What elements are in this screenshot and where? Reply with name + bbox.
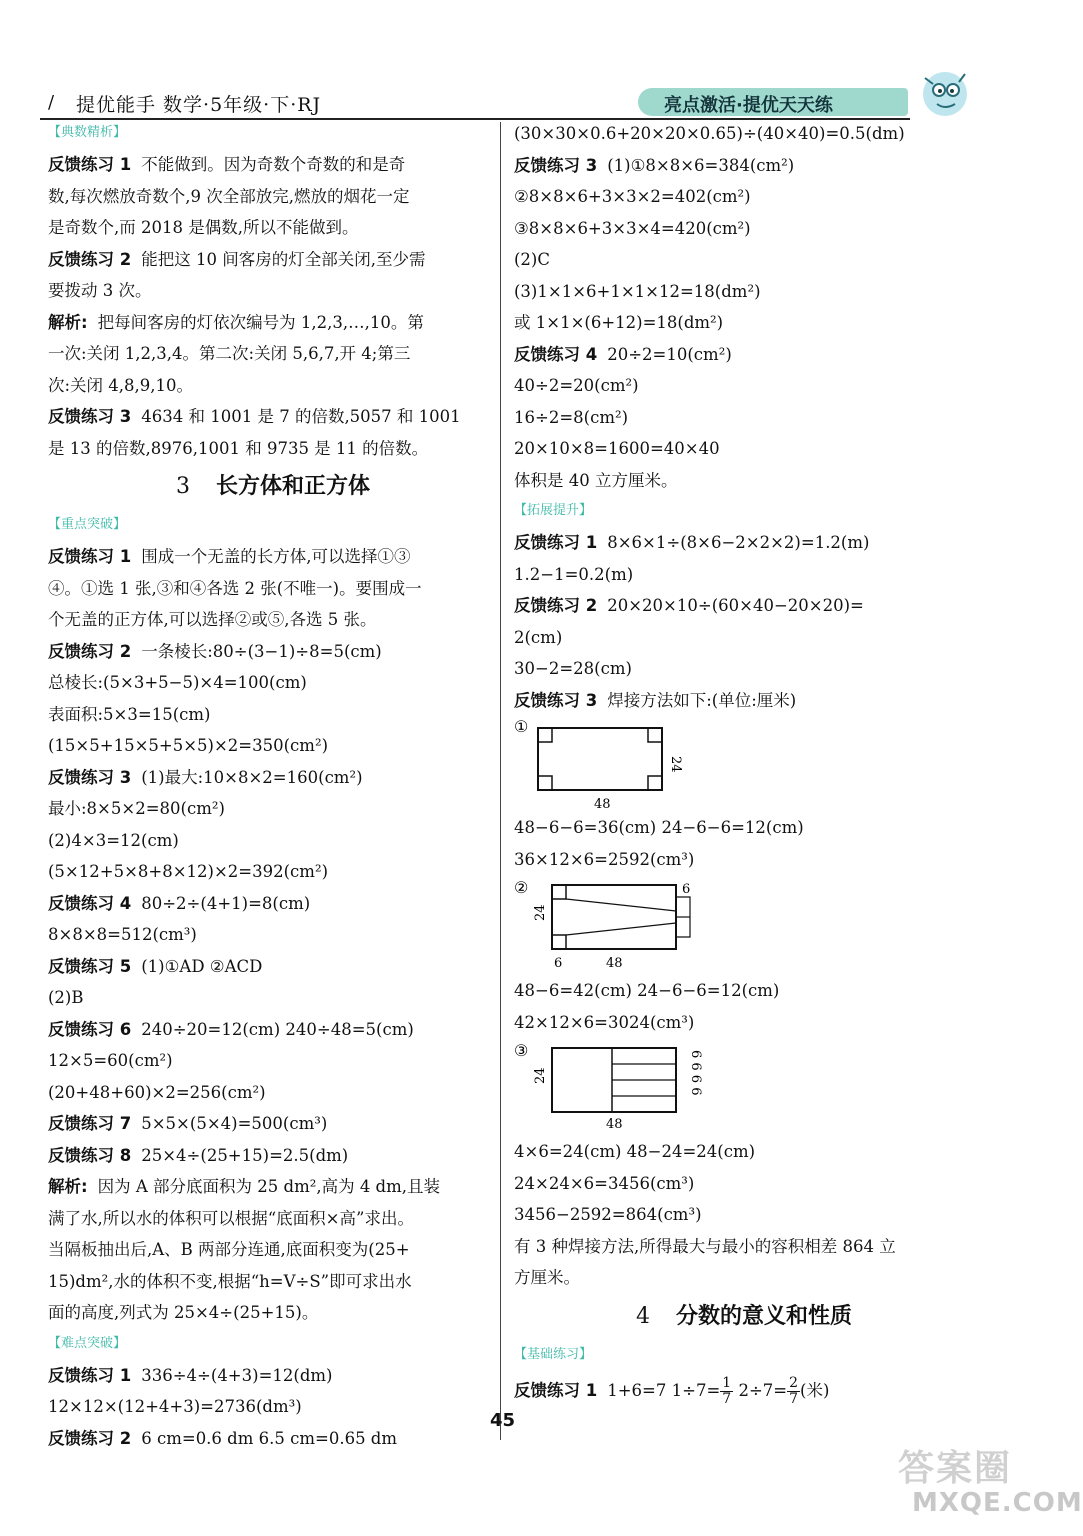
answer-block [514,812,974,875]
watermark-url: MXQE.COM [912,1488,1083,1518]
answer-line [48,604,498,636]
answer-text: 满了水,所以水的体积可以根据“底面积×高”求出。 [48,1208,414,1228]
answer-block [48,1360,498,1455]
answer-text: 2(cm) [514,627,563,647]
chapter-number: 4 [635,1303,650,1329]
answer-text: 方厘米。 [514,1268,580,1287]
answer-line [48,1077,498,1109]
answer-line [514,622,974,654]
answer-line [514,975,974,1007]
answer-line [48,212,498,244]
answer-text: 240÷20=12(cm) 240÷48=5(cm) [141,1019,414,1039]
answer-text: 8×6×1÷(8×6−2×2×2)=1.2(m) [607,533,870,552]
answer-line [48,275,498,307]
answer-line [48,636,498,668]
answer-line [514,433,974,465]
exercise-label: 反馈练习 4 [48,893,132,913]
answer-text: 面的高度,列式为 25×4÷(25+15)。 [48,1303,319,1322]
answer-text: 要拨动 3 次。 [48,281,152,300]
section-tag: 【拓展提升】 [514,503,593,518]
answer-line [514,150,974,182]
answer-line [514,181,974,213]
answer-line [514,1371,974,1411]
answer-line [514,213,974,245]
answer-line [48,1014,498,1046]
chapter-heading [48,464,498,510]
answer-text: 总棱长:(5×3+5−5)×4=100(cm) [48,673,307,692]
answer-text: 8×8×8=512(cm³) [48,925,197,944]
answer-text: (30×30×0.6+20×20×0.65)÷(40×40)=0.5(dm) [514,124,905,143]
answer-line [48,793,498,825]
answer-line [514,307,974,339]
exercise-label: 反馈练习 1 [48,155,132,174]
answer-line [514,559,974,591]
section-tag: 【典数精析】 [48,125,127,140]
answer-text: (1)①AD ②ACD [141,956,263,976]
answer-text: 表面积:5×3=15(cm) [48,704,211,724]
answer-line [514,812,974,844]
answer-line [514,1231,974,1263]
answer-text: 48−6=42(cm) 24−6−6=12(cm) [514,981,780,1000]
answer-text: ②8×8×6+3×3×2=402(cm²) [514,187,751,206]
answer-text: 80÷2÷(4+1)=8(cm) [141,893,311,913]
answer-line [48,856,498,888]
answer-text: 25×4÷(25+15)=2.5(dm) [141,1145,349,1165]
answer-line [48,1297,498,1329]
answer-text: 30−2=28(cm) [514,659,632,678]
answer-line [48,1234,498,1266]
diagram-3-mark: ③ [514,1041,529,1060]
answer-line [514,118,974,150]
diagram-3-bottom: 48 [606,1117,623,1132]
answer-text: (20+48+60)×2=256(cm²) [48,1082,266,1102]
answer-text: 当隔板抽出后,A、B 两部分连通,底面积变为(25+ [48,1240,410,1259]
fraction [720,1376,733,1407]
answer-text: 15)dm²,水的体积不变,根据“h=V÷S”即可求出水 [48,1271,412,1291]
fraction-denominator: 7 [722,1390,732,1407]
answer-text: 20×20×10÷(60×40−20×20)= [607,596,864,615]
answer-text: 1+6=7 1÷7= [607,1380,721,1400]
diagram-1-svg [514,716,714,812]
answer-text: 36×12×6=2592(cm³) [514,849,695,869]
exercise-label: 反馈练习 2 [48,249,132,269]
answer-text: 个无盖的正方体,可以选择②或⑤,各选 5 张。 [48,610,377,629]
answer-text: 围成一个无盖的长方体,可以选择①③ [141,547,411,566]
book-title: 提优能手 数学·5年级·下·RJ [76,94,322,116]
welding-diagram-2 [514,875,974,975]
answer-line [514,590,974,622]
answer-block [514,1136,974,1294]
answer-line [48,1045,498,1077]
exercise-label: 解析: [48,1177,88,1196]
answer-text: 是奇数个,而 2018 是偶数,所以不能做到。 [48,218,359,237]
answer-text: 一次:关闭 1,2,3,4。第二次:关闭 5,6,7,开 4;第三 [48,344,411,363]
answer-line [514,685,974,717]
answer-line [48,982,498,1014]
answer-line [514,1262,974,1294]
watermark-logo [892,1440,1083,1530]
answer-text: 20×10×8=1600=40×40 [514,439,720,458]
chapter-title: 分数的意义和性质 [675,1303,852,1329]
answer-line [514,465,974,497]
exercise-label: 反馈练习 2 [48,1428,132,1448]
answer-block [514,975,974,1038]
answer-text: 一条棱长:80÷(3−1)÷8=5(cm) [141,641,382,661]
answer-text: (2)C [514,250,550,269]
answer-line [48,1391,498,1423]
answer-line [48,1203,498,1235]
diagram-2-svg [514,875,734,975]
chapter-heading [514,1294,974,1340]
series-banner [638,88,908,116]
diagram-1-bottom: 48 [594,797,611,812]
column-divider [500,122,501,1440]
answer-line [514,1199,974,1231]
exercise-label: 反馈练习 1 [514,533,598,552]
answer-line [48,244,498,276]
answer-line [48,401,498,433]
answer-line [48,1171,498,1203]
answer-text: 最小:8×5×2=80(cm²) [48,799,225,818]
answer-line [48,433,498,465]
exercise-label: 反馈练习 1 [48,547,132,566]
exercise-label: 反馈练习 4 [514,344,598,364]
chapter-title: 长方体和正方体 [215,474,370,499]
exercise-label: 反馈练习 3 [48,767,132,787]
answer-text: 16÷2=8(cm²) [514,407,629,427]
answer-text: 6 cm=0.6 dm 6.5 cm=0.65 dm [141,1428,398,1448]
answer-line [514,527,974,559]
answer-line [48,699,498,731]
answer-line [514,339,974,371]
answer-text: (15×5+15×5+5×5)×2=350(cm²) [48,736,329,755]
answer-line [514,402,974,434]
answer-line [48,338,498,370]
answer-text: 把每间客房的灯依次编号为 1,2,3,…,10。第 [97,312,424,332]
answer-line [48,1108,498,1140]
diagram-2-side: 24 [533,904,548,921]
answer-block [514,527,974,716]
answer-line [48,1360,498,1392]
answer-line [48,888,498,920]
answer-text: 40÷2=20(cm²) [514,376,639,395]
answer-text: 5×5×(5×4)=500(cm³) [141,1114,328,1133]
diagram-1-side: 24 [668,756,683,773]
answer-text: 有 3 种焊接方法,所得最大与最小的容积相差 864 立 [514,1236,896,1256]
diagram-2-mark: ② [514,878,529,897]
fraction-numerator: 2 [789,1374,799,1391]
exercise-label: 反馈练习 3 [48,407,132,426]
answer-line [48,951,498,983]
answer-text: 24×24×6=3456(cm³) [514,1173,695,1193]
exercise-label: 反馈练习 2 [48,641,132,661]
exercise-label: 反馈练习 5 [48,956,132,976]
watermark-text: 答案圈 [898,1448,1013,1489]
answer-line [514,1007,974,1039]
answer-line [514,1136,974,1168]
answer-text: 12×12×(12+4+3)=2736(dm³) [48,1397,302,1416]
exercise-label: 反馈练习 2 [514,596,598,615]
answer-text: 或 1×1×(6+12)=18(dm²) [514,313,724,332]
answer-text: (1)最大:10×8×2=160(cm²) [141,767,363,787]
answer-text: 3456−2592=864(cm³) [514,1205,702,1224]
answer-text: 焊接方法如下:(单位:厘米) [607,690,797,710]
page-number: 45 [490,1410,516,1431]
page-header [40,86,990,120]
exercise-label: 反馈练习 7 [48,1114,132,1133]
answer-line [514,244,974,276]
answer-text: 次:关闭 4,8,9,10。 [48,375,194,395]
answer-text: 是 13 的倍数,8976,1001 和 9735 是 11 的倍数。 [48,438,429,458]
answer-line [48,1423,498,1455]
answer-text: 12×5=60(cm²) [48,1051,173,1070]
section-tag: 【难点突破】 [48,1335,127,1351]
series-banner-label: 亮点激活·提优天天练 [664,95,833,116]
answer-text: 能把这 10 间客房的灯全部关闭,至少需 [141,249,426,269]
answer-text: ③8×8×6+3×3×4=420(cm²) [514,218,751,238]
answer-line [48,1266,498,1298]
diagram-2-bl: 6 [554,956,563,971]
answer-line [48,370,498,402]
answer-text: 48−6−6=36(cm) 24−6−6=12(cm) [514,818,804,837]
diagram-3-side: 24 [533,1067,548,1084]
exercise-label: 反馈练习 3 [514,690,598,710]
answer-block [514,118,974,496]
answer-text: (5×12+5×8+8×12)×2=392(cm²) [48,862,329,881]
fraction-denominator: 7 [789,1390,799,1407]
section-tag: 【基础练习】 [514,1346,593,1362]
right-column [514,118,974,1411]
answer-text: (2)B [48,988,84,1007]
exercise-label: 反馈练习 6 [48,1019,132,1039]
answer-line [48,762,498,794]
answer-text: 4634 和 1001 是 7 的倍数,5057 和 1001 [141,407,461,426]
exercise-label: 解析: [48,312,88,332]
answer-text: ④。①选 1 张,③和④各选 2 张(不唯一)。要围成一 [48,578,422,598]
answer-line [48,573,498,605]
answer-line [48,149,498,181]
diagram-3-svg [514,1038,734,1136]
answer-text: 42×12×6=3024(cm³) [514,1012,695,1032]
answer-line [514,844,974,876]
section-tag: 【重点突破】 [48,517,127,532]
welding-diagram-3 [514,1038,974,1136]
answer-line [48,825,498,857]
answer-line [514,1168,974,1200]
chapter-number: 3 [175,474,190,499]
answer-line [48,667,498,699]
answer-text: 不能做到。因为奇数个奇数的和是奇 [141,155,406,174]
diagram-2-bottom: 48 [606,956,623,971]
exercise-label: 反馈练习 8 [48,1145,132,1165]
answer-line [48,181,498,213]
answer-line [48,730,498,762]
answer-line [48,1140,498,1172]
cartoon-ornament-icon [915,64,977,122]
diagram-2-right: 6 [682,882,691,897]
answer-text: (3)1×1×6+1×1×12=18(dm²) [514,281,761,301]
answer-text: 336÷4÷(4+3)=12(dm) [141,1365,333,1385]
exercise-label: 反馈练习 1 [48,1365,132,1385]
diagram-1-mark: ① [514,717,529,736]
fraction [787,1376,800,1407]
answer-text: 2÷7= [733,1380,788,1400]
diagram-3-right: 6 6 6 6 [688,1050,703,1096]
exercise-label: 反馈练习 3 [514,155,598,175]
answer-text: (1)①8×8×6=384(cm²) [607,155,795,175]
answer-line [48,541,498,573]
answer-text: 因为 A 部分底面积为 25 dm²,高为 4 dm,且装 [97,1177,441,1196]
answer-text: 1.2−1=0.2(m) [514,564,634,584]
fraction-numerator: 1 [722,1374,732,1391]
exercise-label: 反馈练习 1 [514,1380,598,1400]
answer-block [48,149,498,464]
welding-diagram-1 [514,716,974,812]
answer-text: 20÷2=10(cm²) [607,344,732,364]
answer-block [48,541,498,1329]
answer-text: 数,每次燃放奇数个,9 次全部放完,燃放的烟花一定 [48,186,410,206]
answer-line [48,307,498,339]
header-mark: / [48,92,55,113]
answer-text: 体积是 40 立方厘米。 [514,470,678,490]
answer-unit: (米) [800,1380,830,1400]
answer-line [514,276,974,308]
answer-text: 4×6=24(cm) 48−24=24(cm) [514,1142,756,1161]
answer-line [514,653,974,685]
answer-text: (2)4×3=12(cm) [48,830,179,850]
left-column [48,118,498,1454]
answer-line [48,919,498,951]
answer-line [514,370,974,402]
